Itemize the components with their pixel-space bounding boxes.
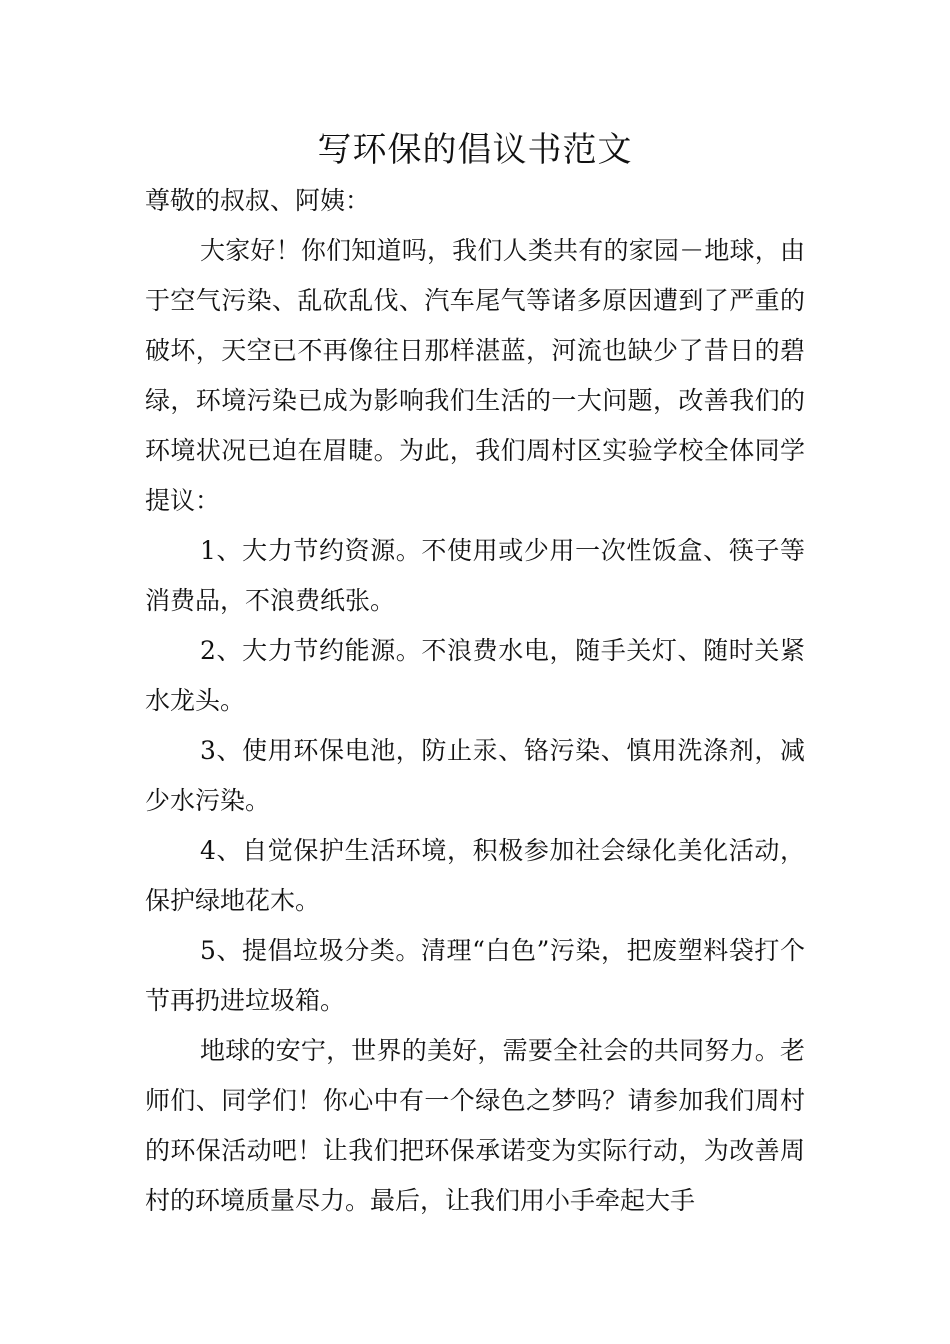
document-body: [145, 176, 805, 1226]
paragraph-item-5: 5、提倡垃圾分类。清理“白色”污染，把废塑料袋打个节再扔进垃圾箱。: [145, 936, 805, 1015]
paragraph-intro: 大家好！你们知道吗，我们人类共有的家园－地球，由于空气污染、乱砍乱伐、汽车尾气等诸多原因遭到了严重的破坏，天空已不再像往日那样湛蓝，河流也缺少了昔日的碧绿，环境污染已成为影响我们生活的一大问题，改善我们的环境状况已迫在眉睫。为此，我们周村区实验学校全体同学提议：: [145, 236, 805, 515]
document-title: 写环保的倡议书范文: [317, 130, 633, 170]
salutation: 尊敬的叔叔、阿姨：: [145, 186, 371, 215]
paragraph-item-3: 3、使用环保电池，防止汞、铬污染、慎用洗涤剂，减少水污染。: [145, 736, 805, 815]
paragraph-closing: 地球的安宁，世界的美好，需要全社会的共同努力。老师们、同学们！你心中有一个绿色之梦吗？请参加我们周村的环保活动吧！让我们把环保承诺变为实际行动，为改善周村的环境质量尽力。最后，让我们用小手牵起大手: [145, 1036, 805, 1215]
paragraph-item-1: 1、大力节约资源。不使用或少用一次性饭盒、筷子等消费品，不浪费纸张。: [145, 536, 805, 615]
paragraph-item-2: 2、大力节约能源。不浪费水电，随手关灯、随时关紧水龙头。: [145, 636, 805, 715]
paragraph-item-4: 4、自觉保护生活环境，积极参加社会绿化美化活动，保护绿地花木。: [145, 836, 805, 915]
